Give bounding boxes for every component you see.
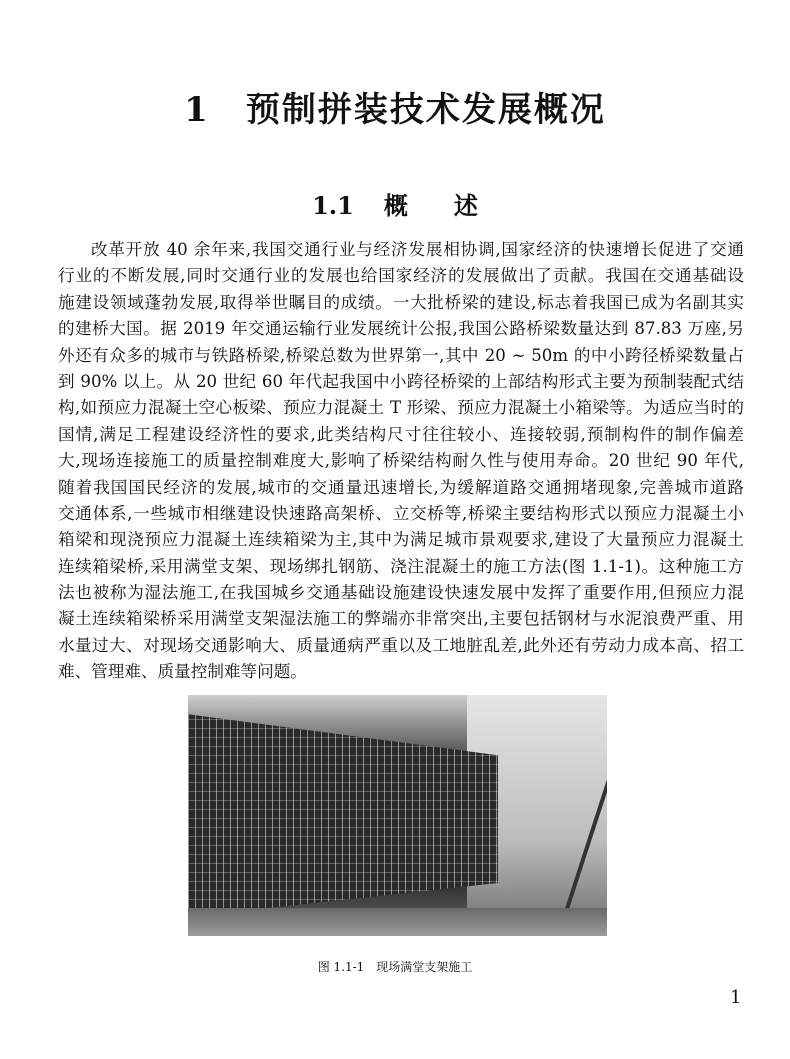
paragraph-line: 凝土连续箱梁桥采用满堂支架湿法施工的弊端亦非常突出,主要包括钢材与水泥浪费严重、用 bbox=[58, 609, 744, 629]
chapter-number: 1 bbox=[184, 90, 210, 130]
section-number: 1.1 bbox=[312, 191, 354, 220]
chapter-heading bbox=[0, 82, 790, 131]
paragraph-line: 难、管理难、质量控制难等问题。 bbox=[58, 662, 307, 682]
figure-caption-text: 现场满堂支架施工 bbox=[376, 960, 473, 974]
paragraph-line: 连续箱梁桥,采用满堂支架、现场绑扎钢筋、浇注混凝土的施工方法(图 1.1-1)。这种施工方 bbox=[58, 556, 744, 576]
paragraph-line: 外还有众多的城市与铁路桥梁,桥梁总数为世界第一,其中 20 ~ 50m 的中小跨径桥梁数量占 bbox=[58, 345, 744, 365]
photo-ground bbox=[188, 908, 607, 936]
paragraph-line: 国情,满足工程建设经济性的要求,此类结构尺寸往往较小、连接较弱,预制构件的制作偏差 bbox=[58, 424, 744, 444]
photo-scaffolding bbox=[188, 695, 498, 936]
section-heading bbox=[0, 186, 790, 221]
paragraph-line: 构,如预应力混凝土空心板梁、预应力混凝土 T 形梁、预应力混凝土小箱梁等。为适应当时的 bbox=[58, 398, 744, 418]
figure-number: 图 1.1-1 bbox=[317, 960, 365, 974]
paragraph-line: 施建设领域蓬勃发展,取得举世瞩目的成绩。一大批桥梁的建设,标志着我国已成为名副其实 bbox=[58, 292, 744, 312]
paragraph-line: 到 90% 以上。从 20 世纪 60 年代起我国中小跨径桥梁的上部结构形式主要为预制装配式结 bbox=[58, 371, 744, 391]
page-number: 1 bbox=[730, 987, 742, 1008]
paragraph-line: 法也被称为湿法施工,在我国城乡交通基础设施建设快速发展中发挥了重要作用,但预应力混 bbox=[58, 583, 744, 603]
paragraph-line: 行业的不断发展,同时交通行业的发展也给国家经济的发展做出了贡献。我国在交通基础设 bbox=[58, 266, 744, 286]
paragraph-line: 水量过大、对现场交通影响大、质量通病严重以及工地脏乱差,此外还有劳动力成本高、招工 bbox=[58, 635, 744, 655]
construction-photo bbox=[188, 695, 607, 936]
paragraph-line: 箱梁和现浇预应力混凝土连续箱梁为主,其中为满足城市景观要求,建设了大量预应力混凝土 bbox=[58, 530, 744, 550]
body-paragraph bbox=[58, 237, 744, 686]
section-title-1: 概 bbox=[383, 191, 408, 220]
figure-caption bbox=[0, 958, 790, 975]
paragraph-line: 随着我国国民经济的发展,城市的交通量迅速增长,为缓解道路交通拥堵现象,完善城市道路 bbox=[58, 477, 744, 497]
paragraph-line: 交通体系,一些城市相继建设快速路高架桥、立交桥等,桥梁主要结构形式以预应力混凝土小 bbox=[58, 503, 744, 523]
paragraph-line: 改革开放 40 余年来,我国交通行业与经济发展相协调,国家经济的快速增长促进了交通 bbox=[91, 240, 744, 259]
paragraph-line: 大,现场连接施工的质量控制难度大,影响了桥梁结构耐久性与使用寿命。20 世纪 90 年代, bbox=[58, 451, 744, 471]
chapter-title: 预制拼装技术发展概况 bbox=[245, 90, 606, 130]
section-title-2: 述 bbox=[453, 191, 478, 220]
paragraph-line: 的建桥大国。据 2019 年交通运输行业发展统计公报,我国公路桥梁数量达到 87.83 万座,另 bbox=[58, 319, 744, 339]
